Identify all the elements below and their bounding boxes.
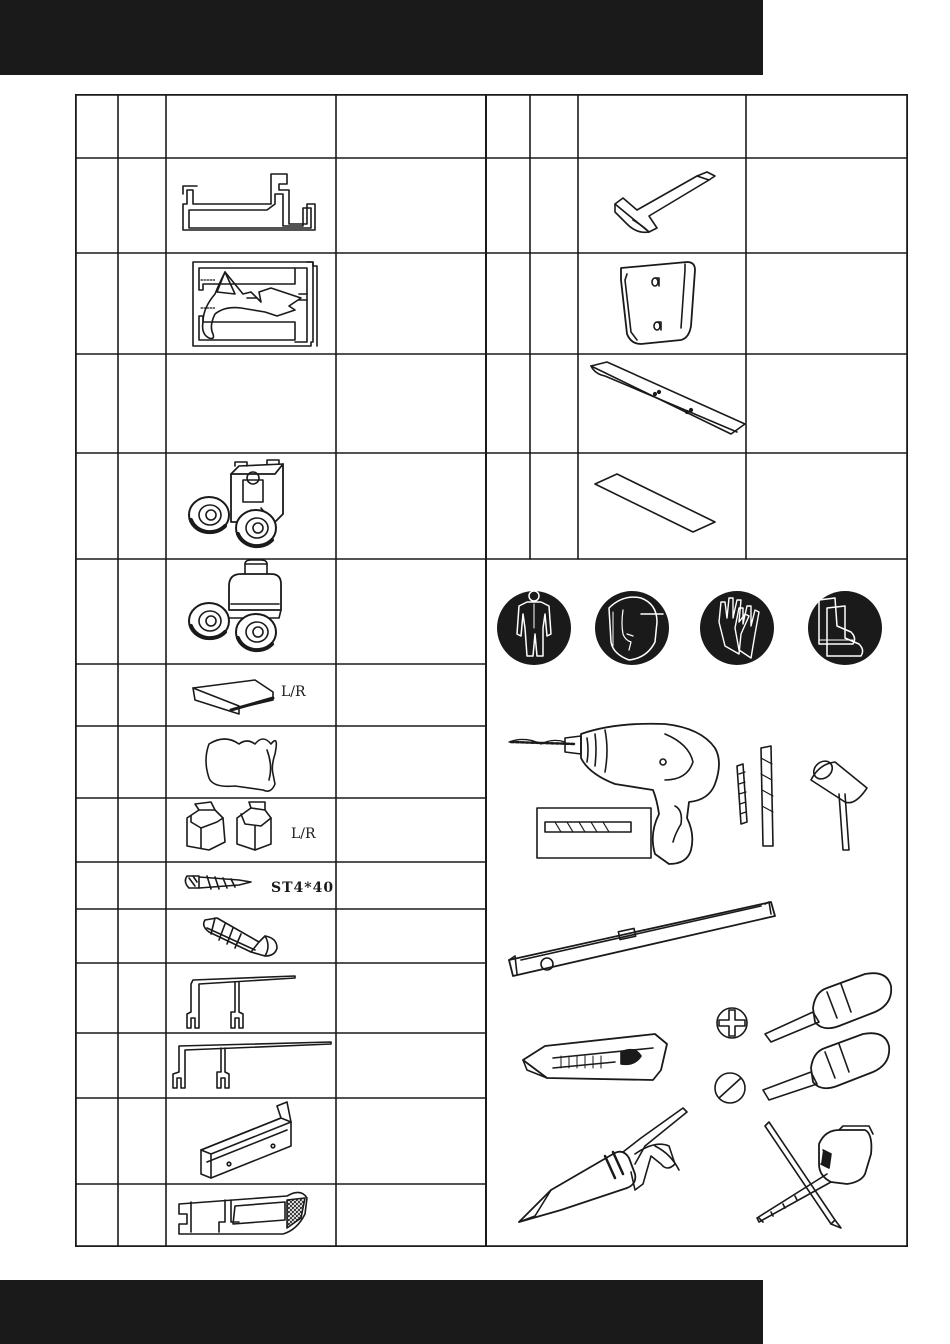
curved-strip-icon — [591, 362, 745, 434]
wide-glass-channel-profile-icon — [173, 1042, 331, 1088]
flat-strip-icon — [595, 474, 715, 532]
glass-channel-profile-icon — [187, 976, 295, 1028]
flat-screwdriver-icon — [715, 1033, 889, 1103]
wall-plugs-icon — [737, 746, 773, 846]
curved-gasket-profile-icon — [203, 272, 301, 339]
gloves-icon — [700, 591, 774, 665]
spirit-level-icon — [509, 902, 775, 976]
door-stopper-bracket-icon — [615, 172, 715, 232]
screw-label: ST4*40 — [271, 880, 335, 896]
roller-assembly-icon — [189, 560, 281, 650]
drill-bit-icon — [537, 808, 651, 858]
mounting-plate-icon — [621, 262, 695, 344]
handle-bar-icon — [201, 1102, 291, 1178]
parts-table — [75, 94, 908, 1247]
stopper-label: L/R — [291, 826, 316, 842]
table-grid — [75, 94, 908, 1247]
frame-side-profile-icon — [193, 262, 317, 346]
wall-plug-icon — [204, 918, 277, 956]
face-shield-icon — [595, 591, 669, 665]
screw-icon — [185, 876, 334, 896]
safety-equipment — [497, 591, 882, 665]
double-wheel-roller-icon — [189, 460, 283, 546]
drill-icon — [509, 724, 719, 864]
utility-knife-icon — [523, 1034, 667, 1080]
mallet-icon — [810, 757, 867, 850]
coverall-icon — [497, 591, 571, 665]
stopper-block-pair-icon — [187, 802, 316, 850]
phillips-screwdriver-icon — [717, 973, 891, 1042]
header-band — [0, 0, 763, 75]
tools-group — [509, 724, 891, 1228]
safety-boots-icon — [808, 591, 882, 665]
footer-band — [0, 1280, 763, 1344]
frame-top-profile-icon — [183, 174, 315, 230]
silicone-gun-icon — [519, 1108, 687, 1222]
rubber-seal-icon — [206, 739, 276, 791]
end-cap-icon — [193, 680, 306, 714]
magnetic-seal-profile-icon — [179, 1192, 307, 1234]
end-cap-label: L/R — [281, 684, 306, 700]
